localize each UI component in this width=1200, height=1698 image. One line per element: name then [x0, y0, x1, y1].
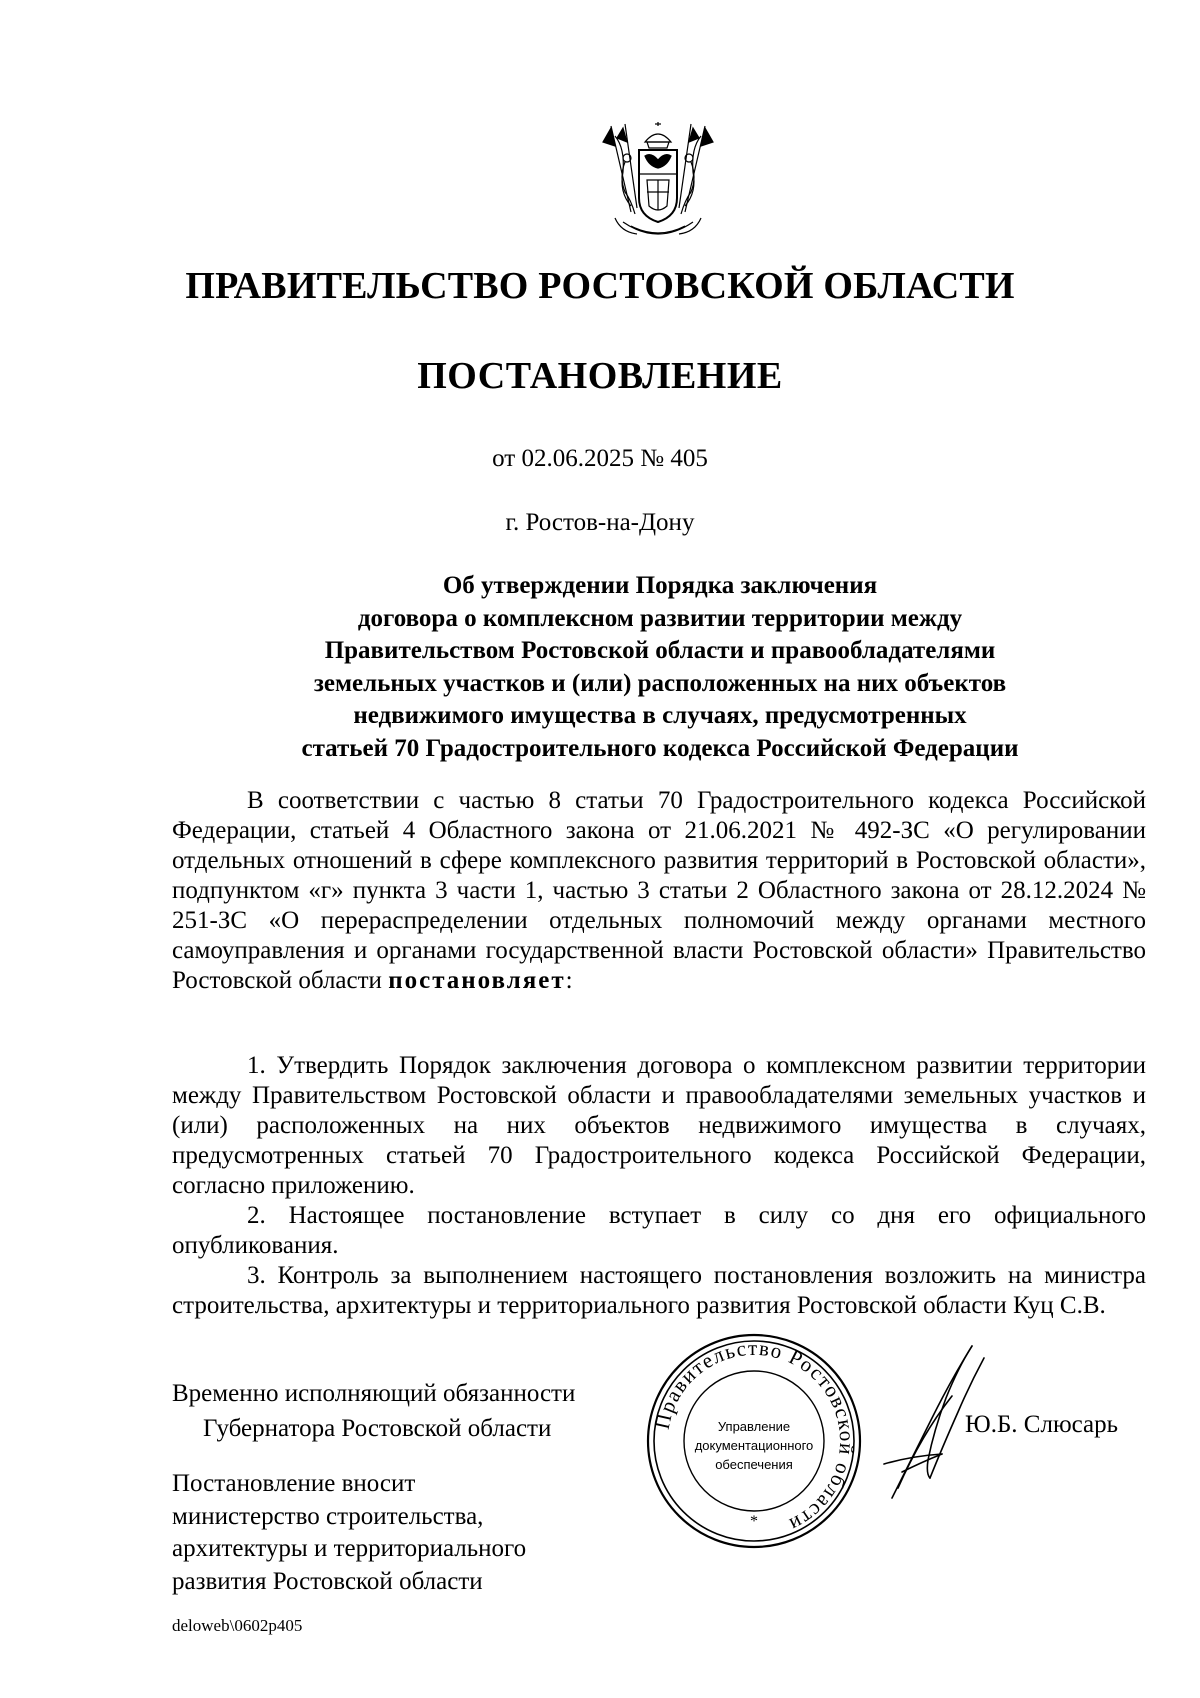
- preamble-verb: постановляет: [388, 967, 566, 994]
- subject-line: недвижимого имущества в случаях, предусмотренных: [353, 702, 967, 730]
- signatory-position-line: Временно исполняющий обязанности: [172, 1380, 576, 1407]
- resolution-point-1: 1. Утвердить Порядок заключения договора о комплексном развитии территории между Правительством Ростовской области и правообладателями земельных участков и (или) расположенных на них объектов недвижимого имущества в случаях, предусмотренных статьей 70 Градостроительного кодекса Российской Федерации, согласно приложению.: [172, 1052, 1146, 1199]
- resolution-points: [172, 1051, 1146, 1321]
- subject-line: земельных участков и (или) расположенных на них объектов: [313, 669, 1007, 697]
- subject-line: договора о комплексном развитии территории между: [357, 604, 963, 632]
- document-city: г. Ростов-на-Дону: [505, 509, 695, 536]
- svg-text:Правительство Ростовской облас: [650, 1336, 859, 1538]
- document-type-title: ПОСТАНОВЛЕНИЕ: [417, 355, 783, 397]
- document-subject: [170, 570, 1150, 766]
- submitter-line: Постановление вносит: [172, 1470, 416, 1497]
- preamble-colon: :: [565, 967, 573, 994]
- signatory-position: [172, 1376, 575, 1446]
- preamble-text: В соответствии с частью 8 статьи 70 Градостроительного кодекса Российской Федерации, статьей 4 Областного закона от 21.06.2021 № 492-ЗС «О регулировании отдельных отношений в сфере комплексного развития территорий в Ростовской области», подпунктом «г» пункта 3 части 1, частью 3 статьи 2 Областного закона от 28.12.2024 № 251-ЗС «О перераспределении отдельных полномочий между органами местного самоуправления и органами государственной власти Ростовской области» Правительство Ростовской области: [172, 787, 1146, 994]
- stamp-inner-line: Управление: [717, 1419, 791, 1434]
- submitter-line: развития Ростовской области: [172, 1567, 483, 1595]
- document-file-code: deloweb\0602p405: [172, 1616, 303, 1635]
- subject-line: статьей 70 Градостроительного кодекса Российской Федерации: [301, 734, 1019, 762]
- stamp-star: *: [750, 1513, 758, 1530]
- preamble-paragraph: [172, 786, 1146, 996]
- signatory-position-line: Губернатора Ростовской области: [203, 1415, 552, 1442]
- submitter-line: архитектуры и территориального: [172, 1535, 527, 1562]
- submitter-line: министерство строительства,: [172, 1502, 484, 1530]
- stamp-outer-text: Правительство Ростовской области: [649, 1335, 860, 1538]
- stamp-inner-line: документационного: [694, 1438, 814, 1453]
- signatory-name: Ю.Б. Слюсарь: [965, 1411, 1119, 1438]
- stamp-inner-line: обеспечения: [715, 1457, 793, 1472]
- resolution-point-2: 2. Настоящее постановление вступает в силу со дня его официального опубликования.: [172, 1202, 1146, 1259]
- official-stamp-icon: [643, 1330, 865, 1552]
- subject-line: Правительством Ростовской области и правообладателями: [324, 637, 996, 665]
- resolution-point-3: 3. Контроль за выполнением настоящего постановления возложить на министра строительства, архитектуры и территориального развития Ростовской области Куц С.В.: [172, 1262, 1146, 1319]
- coat-of-arms-icon: [601, 122, 715, 246]
- document-date-number: от 02.06.2025 № 405: [492, 445, 708, 472]
- subject-line: Об утверждении Порядка заключения: [442, 572, 878, 599]
- government-title: ПРАВИТЕЛЬСТВО РОСТОВСКОЙ ОБЛАСТИ: [185, 265, 1015, 307]
- submitter-block: [172, 1468, 526, 1598]
